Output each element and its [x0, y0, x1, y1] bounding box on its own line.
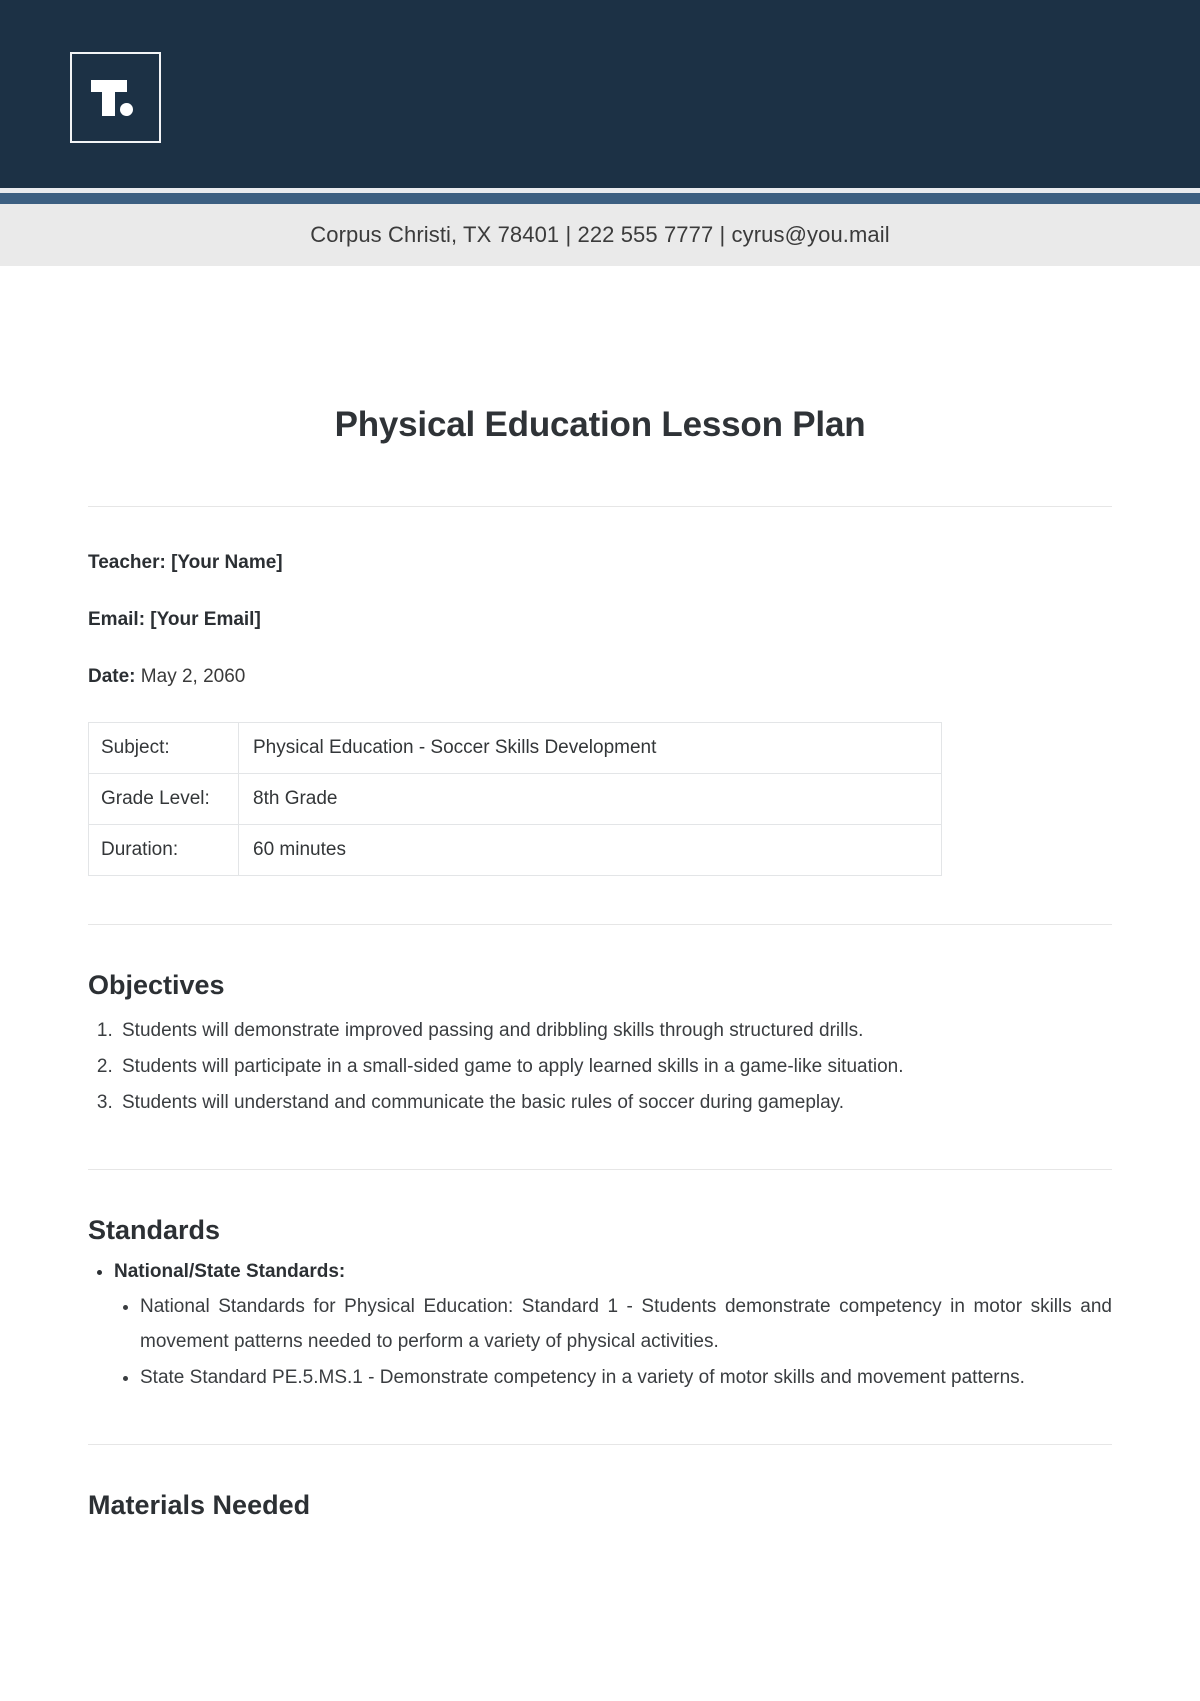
teacher-line: Teacher: [Your Name] — [88, 552, 283, 573]
contact-bar — [0, 204, 1200, 266]
brand-logo — [70, 52, 161, 143]
logo-t-stem — [102, 80, 115, 116]
header-accent-rule — [0, 193, 1200, 204]
letter-t-dot-icon — [89, 72, 143, 124]
table-row — [89, 774, 942, 825]
section-objectives — [88, 925, 1112, 1120]
page-title: Physical Education Lesson Plan — [334, 405, 866, 444]
list-item: • National Standards for Physical Education: Standard 1 - Students demonstrate competency in motor skills and movement patterns needed to perform a variety of physical activities. — [140, 1289, 1112, 1360]
list-item: 2. Students will participate in a small-sided game to apply learned skills in a game-like situation. — [118, 1049, 1112, 1085]
list-item: • State Standard PE.5.MS.1 - Demonstrate competency in a variety of motor skills and movement patterns. — [140, 1360, 1112, 1396]
meta-block — [88, 507, 1112, 688]
table-cell-key: Duration: — [89, 825, 239, 876]
table-row — [89, 723, 942, 774]
email-line: Email: [Your Email] — [88, 608, 261, 630]
table-cell-value: 8th Grade — [239, 774, 942, 825]
section-heading: Standards — [88, 1214, 221, 1245]
date-value: May 2, 2060 — [140, 665, 246, 687]
document-body — [0, 266, 1200, 1521]
objectives-list — [88, 1013, 1112, 1120]
page-header — [0, 0, 1200, 188]
section-standards — [88, 1170, 1112, 1396]
list-item: 1. Students will demonstrate improved passing and dribbling skills through structured drills. — [118, 1013, 1112, 1049]
section-heading: Materials Needed — [88, 1489, 311, 1520]
list-item — [114, 1254, 1112, 1396]
contact-info-text: Corpus Christi, TX 78401 | 222 555 7777 | cyrus@you.mail — [310, 222, 890, 247]
standards-sublist — [114, 1289, 1112, 1396]
standards-bullet-label: National/State Standards: — [114, 1260, 346, 1282]
date-line — [88, 666, 1112, 689]
logo-dot — [120, 103, 133, 116]
table-cell-value: 60 minutes — [239, 825, 942, 876]
table-cell-key: Grade Level: — [89, 774, 239, 825]
section-heading: Objectives — [88, 970, 225, 1001]
table-cell-value: Physical Education - Soccer Skills Development — [239, 723, 942, 774]
date-label: Date: — [88, 665, 136, 687]
lesson-info-table — [88, 722, 942, 876]
table-row — [89, 825, 942, 876]
list-item: 3. Students will understand and communicate the basic rules of soccer during gameplay. — [118, 1085, 1112, 1121]
table-cell-key: Subject: — [89, 723, 239, 774]
section-materials — [88, 1445, 1112, 1521]
standards-list — [88, 1254, 1112, 1396]
